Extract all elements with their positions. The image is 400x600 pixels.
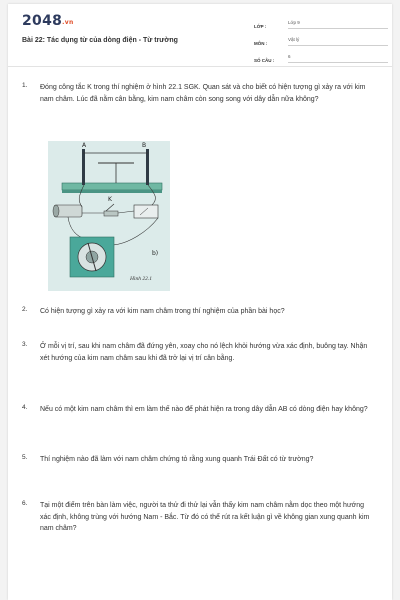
worksheet <box>8 4 392 600</box>
question-text: Có hiện tượng gì xảy ra với kim nam châm trong thí nghiệm của phần bài học? <box>40 308 285 315</box>
experiment-figure <box>48 141 170 291</box>
question-number: 2. <box>22 306 28 313</box>
label-k: K <box>108 196 112 203</box>
question-item <box>22 306 372 318</box>
question-text: Đóng công tắc K trong thí nghiệm ở hình 22.1 SGK. Quan sát và cho biết có hiện tượng gì xảy ra với kim nam châm. Lúc đã nằm cân bằng, kim nam châm còn song song với dây dẫn nữa không? <box>40 84 366 103</box>
site-logo[interactable] <box>22 13 74 29</box>
logo-tld: .vn <box>62 19 74 26</box>
figure-caption: Hình 22.1 <box>130 276 152 282</box>
experiment-illustration <box>48 141 170 291</box>
base-board-edge <box>62 190 162 193</box>
question-text: Ở mỗi vị trí, sau khi nam châm đã đứng yên, xoay cho nó lệch khỏi hướng vừa xác định, buông tay. Nhận xét hướng của kim nam châm sau khi đã trở lại vị trí cân bằng. <box>40 343 368 362</box>
label-b: B <box>142 142 147 149</box>
question-item <box>22 454 372 466</box>
question-text: Tại một điểm trên bàn làm việc, người ta thử đi thử lại vẫn thấy kim nam châm nằm dọc theo một hướng xác định, không trùng với hướng Nam - Bắc. Từ đó có thể rút ra kết luận gì về không gian xung quanh kim nam châm? <box>40 502 370 532</box>
header-divider <box>8 66 392 67</box>
meta-value: Lớp 9 <box>288 20 388 29</box>
meter <box>134 205 158 218</box>
post-a <box>82 149 85 185</box>
meta-row-count <box>254 52 388 63</box>
post-b <box>146 149 149 185</box>
meta-label: SỐ CÂU : <box>254 58 275 63</box>
meta-row-subject <box>254 35 388 46</box>
meta-row-class <box>254 18 388 29</box>
meta-value: 6 <box>288 54 388 63</box>
label-a: A <box>82 142 87 149</box>
question-item <box>22 404 372 416</box>
wire <box>68 217 86 239</box>
question-number: 1. <box>22 82 28 89</box>
wire <box>110 218 158 245</box>
logo-text: 2048 <box>22 13 63 29</box>
battery-end <box>53 205 59 217</box>
question-number: 6. <box>22 500 28 507</box>
meta-label: LỚP : <box>254 24 267 29</box>
wire <box>118 211 134 213</box>
question-text: Nếu có một kim nam châm thì em làm thế nào để phát hiện ra trong dây dẫn AB có dòng điện hay không? <box>40 406 368 413</box>
meta-label: MÔN : <box>254 41 268 46</box>
question-item <box>22 341 372 364</box>
question-text: Thí nghiệm nào đã làm với nam châm chứng tỏ rằng xung quanh Trái Đất có từ trường? <box>40 456 314 463</box>
worksheet-header <box>8 4 392 64</box>
meta-info <box>254 18 388 69</box>
question-number: 5. <box>22 454 28 461</box>
switch-lever <box>106 204 114 211</box>
label-part-b: b) <box>152 250 159 257</box>
question-number: 3. <box>22 341 28 348</box>
meta-value: Vật lý <box>288 37 388 46</box>
switch-k <box>104 211 118 216</box>
lesson-title: Bài 22: Tác dụng từ của dòng điện - Từ trường <box>22 37 178 44</box>
question-item <box>22 82 372 105</box>
question-number: 4. <box>22 404 28 411</box>
question-item <box>22 500 372 535</box>
